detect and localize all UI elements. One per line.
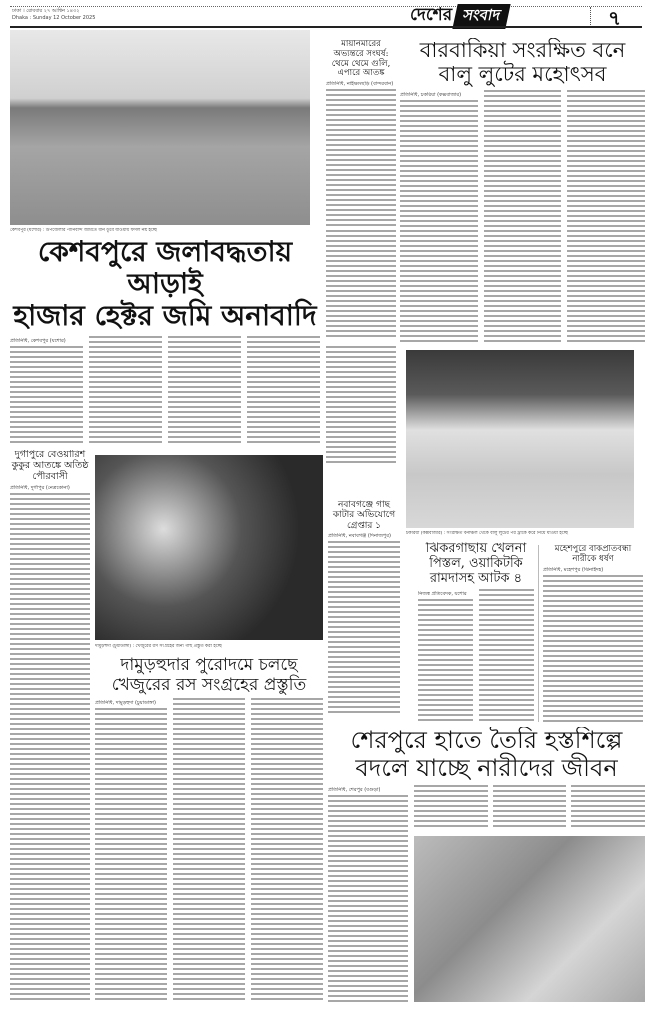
headline-keshabpur xyxy=(10,236,320,333)
body-text-durgapur xyxy=(10,493,90,1000)
photo-caption: চকরিয়া (কক্সবাজার) : সংরক্ষিত বনাঞ্চল থেকে বালু লুটের পর ট্রাকে করে নিয়ে যাওয়া হচ্ছে xyxy=(406,531,568,536)
headline-line-1: দামুড়হুদার পুরোদমে চলছে xyxy=(120,656,298,675)
sherpur-columns xyxy=(328,785,645,1002)
headline-line-2: বদলে যাচ্ছে নারীদের জীবন xyxy=(355,753,618,782)
sherpur-right-area xyxy=(414,785,645,1002)
sand-looting-photo xyxy=(406,350,634,528)
column xyxy=(400,90,478,344)
headline-line-1: শেরপুরে হাতে তৈরি হস্তশিল্পে xyxy=(350,727,623,754)
byline-sherpur: প্রতিনিধি, শেরপুর (বগুড়া) xyxy=(328,787,381,794)
column xyxy=(479,589,534,722)
byline-durgapur: প্রতিনিধি, দুর্গাপুর (নেত্রকোনা) xyxy=(10,484,70,491)
headline-myanmar: মায়ানমারের অভ্যন্তরে সংঘর্ষ: থেমে থেমে গুলি, এপারে আতঙ্ক xyxy=(331,40,391,79)
jhikargacha-columns xyxy=(418,589,534,722)
story-myanmar xyxy=(326,40,396,340)
masthead-word-1: দেশের xyxy=(410,5,453,25)
section-masthead xyxy=(410,6,508,26)
body-col-3 xyxy=(168,336,241,446)
body-col-1 xyxy=(400,100,478,344)
byline-jhikargacha: নিজস্ব প্রতিবেদক, যশোর xyxy=(418,590,467,597)
story-nawabganj xyxy=(328,500,400,715)
body-col-2 xyxy=(173,698,245,1000)
story-sherpur xyxy=(328,727,645,1002)
page-number-divider xyxy=(590,7,591,25)
headline-nawabganj: নবাবগঞ্জে গাছ কাটার অভিযোগে গ্রেপ্তার ১ xyxy=(332,500,396,531)
headline-jhikargacha: ঝিকরগাছায় খেলনা পিস্তল, ওয়াকিটকি রামদাসহ আটক ৪ xyxy=(425,542,527,586)
column xyxy=(168,336,241,446)
photo-caption: কেশবপুর (যশোর) : উপজেলার পানিবন্দি জমিতে ধান ডুবে যাওয়ায় ফসল নষ্ট হচ্ছে xyxy=(10,228,157,233)
column xyxy=(10,336,83,446)
column xyxy=(484,90,562,344)
date-english: Dhaka : Sunday 12 October 2025 xyxy=(12,15,96,21)
date-bengali: ঢাকা । রোববার ২৭ আশ্বিন ১৪৩২ xyxy=(12,8,80,14)
sherpur-short-columns xyxy=(414,785,645,830)
column xyxy=(95,698,167,1000)
column xyxy=(418,589,473,722)
column xyxy=(251,698,323,1000)
column xyxy=(247,336,320,446)
story-durgapur xyxy=(10,450,90,1000)
story-keshabpur xyxy=(10,236,320,446)
body-col-5 xyxy=(326,346,396,466)
headline-barbakia xyxy=(400,38,645,86)
headline-durgapur: দুর্গাপুরে বেওয়ারিশ কুকুর আতঙ্কে অতিষ্ঠ পৌরবাসী xyxy=(11,450,89,482)
column-divider xyxy=(538,545,539,722)
body-col-3 xyxy=(251,698,323,1000)
body-col-1 xyxy=(10,346,83,446)
body-col-1 xyxy=(95,708,167,1000)
body-text-maheshpur xyxy=(543,575,643,722)
byline-barbakia: প্রতিনিধি, চকরিয়া (কক্সবাজার) xyxy=(400,92,462,99)
headline-line-2: হাজার হেক্টর জমি অনাবাদি xyxy=(13,299,317,333)
headline-line-1: বারবাকিয়া সংরক্ষিত বনে xyxy=(419,38,626,62)
body-col-4 xyxy=(571,785,645,830)
column xyxy=(89,336,162,446)
headline-damurhuda xyxy=(95,656,323,695)
barbakia-columns xyxy=(400,90,645,344)
headline-line-2: বালু লুটের মহোৎসব xyxy=(438,62,607,87)
body-col-3 xyxy=(567,90,645,344)
body-col-2 xyxy=(484,90,562,344)
body-text-myanmar xyxy=(326,89,396,226)
byline-maheshpur: প্রতিনিধি, মহেশপুর (ঝিনাইদহ) xyxy=(543,566,604,573)
headline-line-2: খেজুরের রস সংগ্রহের প্রস্তুতি xyxy=(111,674,307,695)
story-barbakia xyxy=(400,38,645,344)
keshabpur-columns xyxy=(10,336,320,446)
byline-keshabpur: প্রতিনিধি, কেশবপুর (যশোর) xyxy=(10,337,66,344)
flooded-field-photo xyxy=(10,30,310,225)
headline-maheshpur: মহেশপুরে বাকপ্রতিবন্ধী নারীকে ধর্ষণ xyxy=(554,545,632,564)
byline-myanmar: প্রতিনিধি, নাইক্ষ্যংছড়ি (বান্দরবান) xyxy=(326,81,394,88)
dateline xyxy=(12,8,95,22)
header-rule xyxy=(10,26,642,28)
damurhuda-columns xyxy=(95,698,323,1000)
body-text-nawabganj xyxy=(328,541,400,715)
column xyxy=(328,785,408,1002)
body-col-1 xyxy=(418,599,473,722)
body-col-3 xyxy=(493,785,567,830)
top-dotted-rule xyxy=(10,6,642,7)
byline-nawabganj: প্রতিনিধি, নবাবগঞ্জ (দিনাজপুর) xyxy=(328,533,391,540)
page-number: ৭ xyxy=(608,6,622,30)
column xyxy=(173,698,245,1000)
story-damurhuda xyxy=(95,656,323,1000)
body-col-0 xyxy=(326,230,396,340)
story-maheshpur xyxy=(543,545,643,722)
byline-damurhuda: প্রতিনিধি, দামুড়হুদা (চুয়াডাঙ্গা) xyxy=(95,700,156,707)
column xyxy=(567,90,645,344)
photo-caption: দামুড়হুদা (চুয়াডাঙ্গা) : খেজুরের রস সংগ্রহের জন্য গাছ প্রস্তুত করা হচ্ছে xyxy=(95,644,222,649)
masthead-word-2: সংবাদ xyxy=(452,4,510,29)
handicraft-women-photo xyxy=(414,836,645,1002)
headline-sherpur xyxy=(328,727,645,782)
body-col-1 xyxy=(328,795,408,1002)
body-col-4 xyxy=(247,336,320,446)
body-col-2 xyxy=(89,336,162,446)
headline-line-1: কেশবপুরে জলাবদ্ধতায় আড়াই xyxy=(37,236,293,301)
body-col-2 xyxy=(414,785,488,830)
story-jhikargacha xyxy=(418,542,534,722)
date-palm-photo xyxy=(95,455,323,640)
body-col-2 xyxy=(479,589,534,722)
